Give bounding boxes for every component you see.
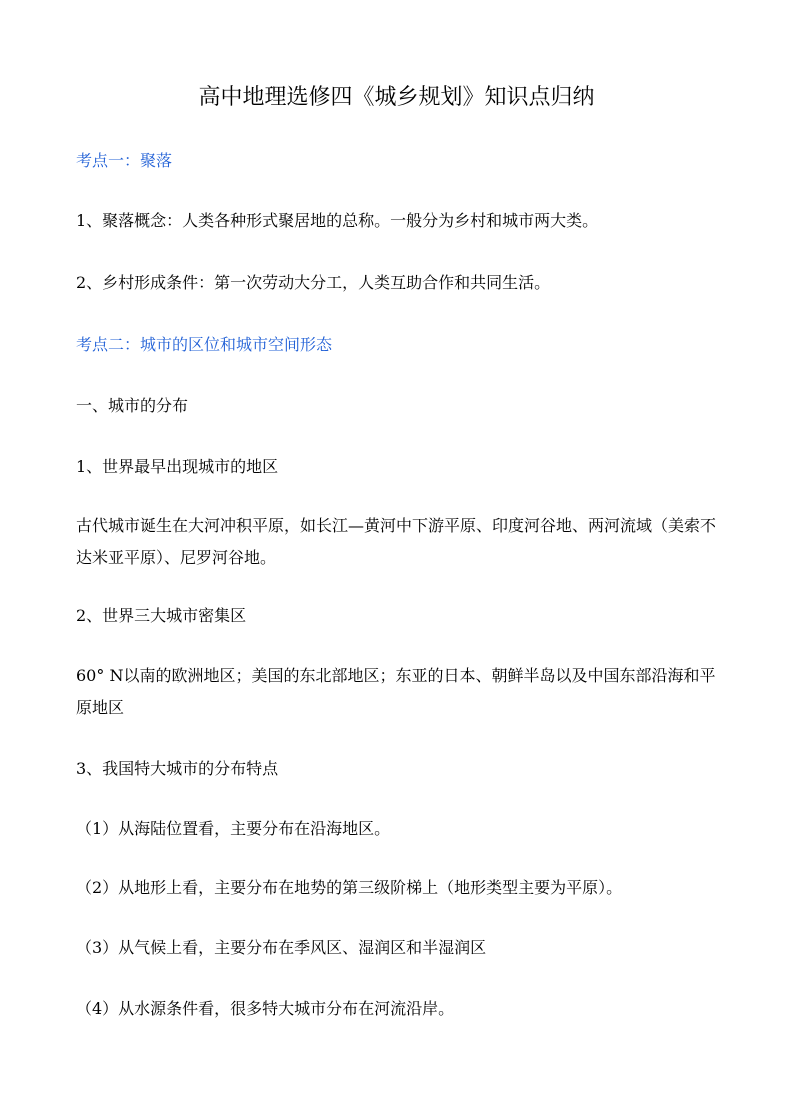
section1-heading: 考点一：聚落 bbox=[76, 151, 173, 170]
point3-title: 3、我国特大城市的分布特点 bbox=[76, 759, 279, 778]
section2-heading: 考点二：城市的区位和城市空间形态 bbox=[76, 335, 333, 354]
point3-item-3: （3）从气候上看，主要分布在季风区、湿润区和半湿润区 bbox=[76, 938, 487, 957]
section2-subheading: 一、城市的分布 bbox=[76, 396, 189, 415]
point3-item-4: （4）从水源条件看，很多特大城市分布在河流沿岸。 bbox=[76, 999, 455, 1018]
point3-item-2: （2）从地形上看，主要分布在地势的第三级阶梯上（地形类型主要为平原）。 bbox=[76, 878, 623, 897]
point1-title: 1、世界最早出现城市的地区 bbox=[76, 457, 279, 476]
point1-text: 古代城市诞生在大河冲积平原，如长江—黄河中下游平原、印度河谷地、两河流域（美索不达米亚平原）、尼罗河谷地。 bbox=[76, 516, 717, 567]
point2-title: 2、世界三大城市密集区 bbox=[76, 606, 247, 625]
point2-text: 60° N以南的欧洲地区；美国的东北部地区；东亚的日本、朝鲜半岛以及中国东部沿海和平原地区 bbox=[76, 666, 716, 717]
point3-item-1: （1）从海陆位置看，主要分布在沿海地区。 bbox=[76, 819, 391, 838]
section1-item-2: 2、乡村形成条件：第一次劳动大分工，人类互助合作和共同生活。 bbox=[76, 273, 551, 292]
document-title: 高中地理选修四《城乡规划》知识点归纳 bbox=[198, 85, 595, 110]
section1-item-1: 1、聚落概念：人类各种形式聚居地的总称。一般分为乡村和城市两大类。 bbox=[76, 211, 599, 230]
